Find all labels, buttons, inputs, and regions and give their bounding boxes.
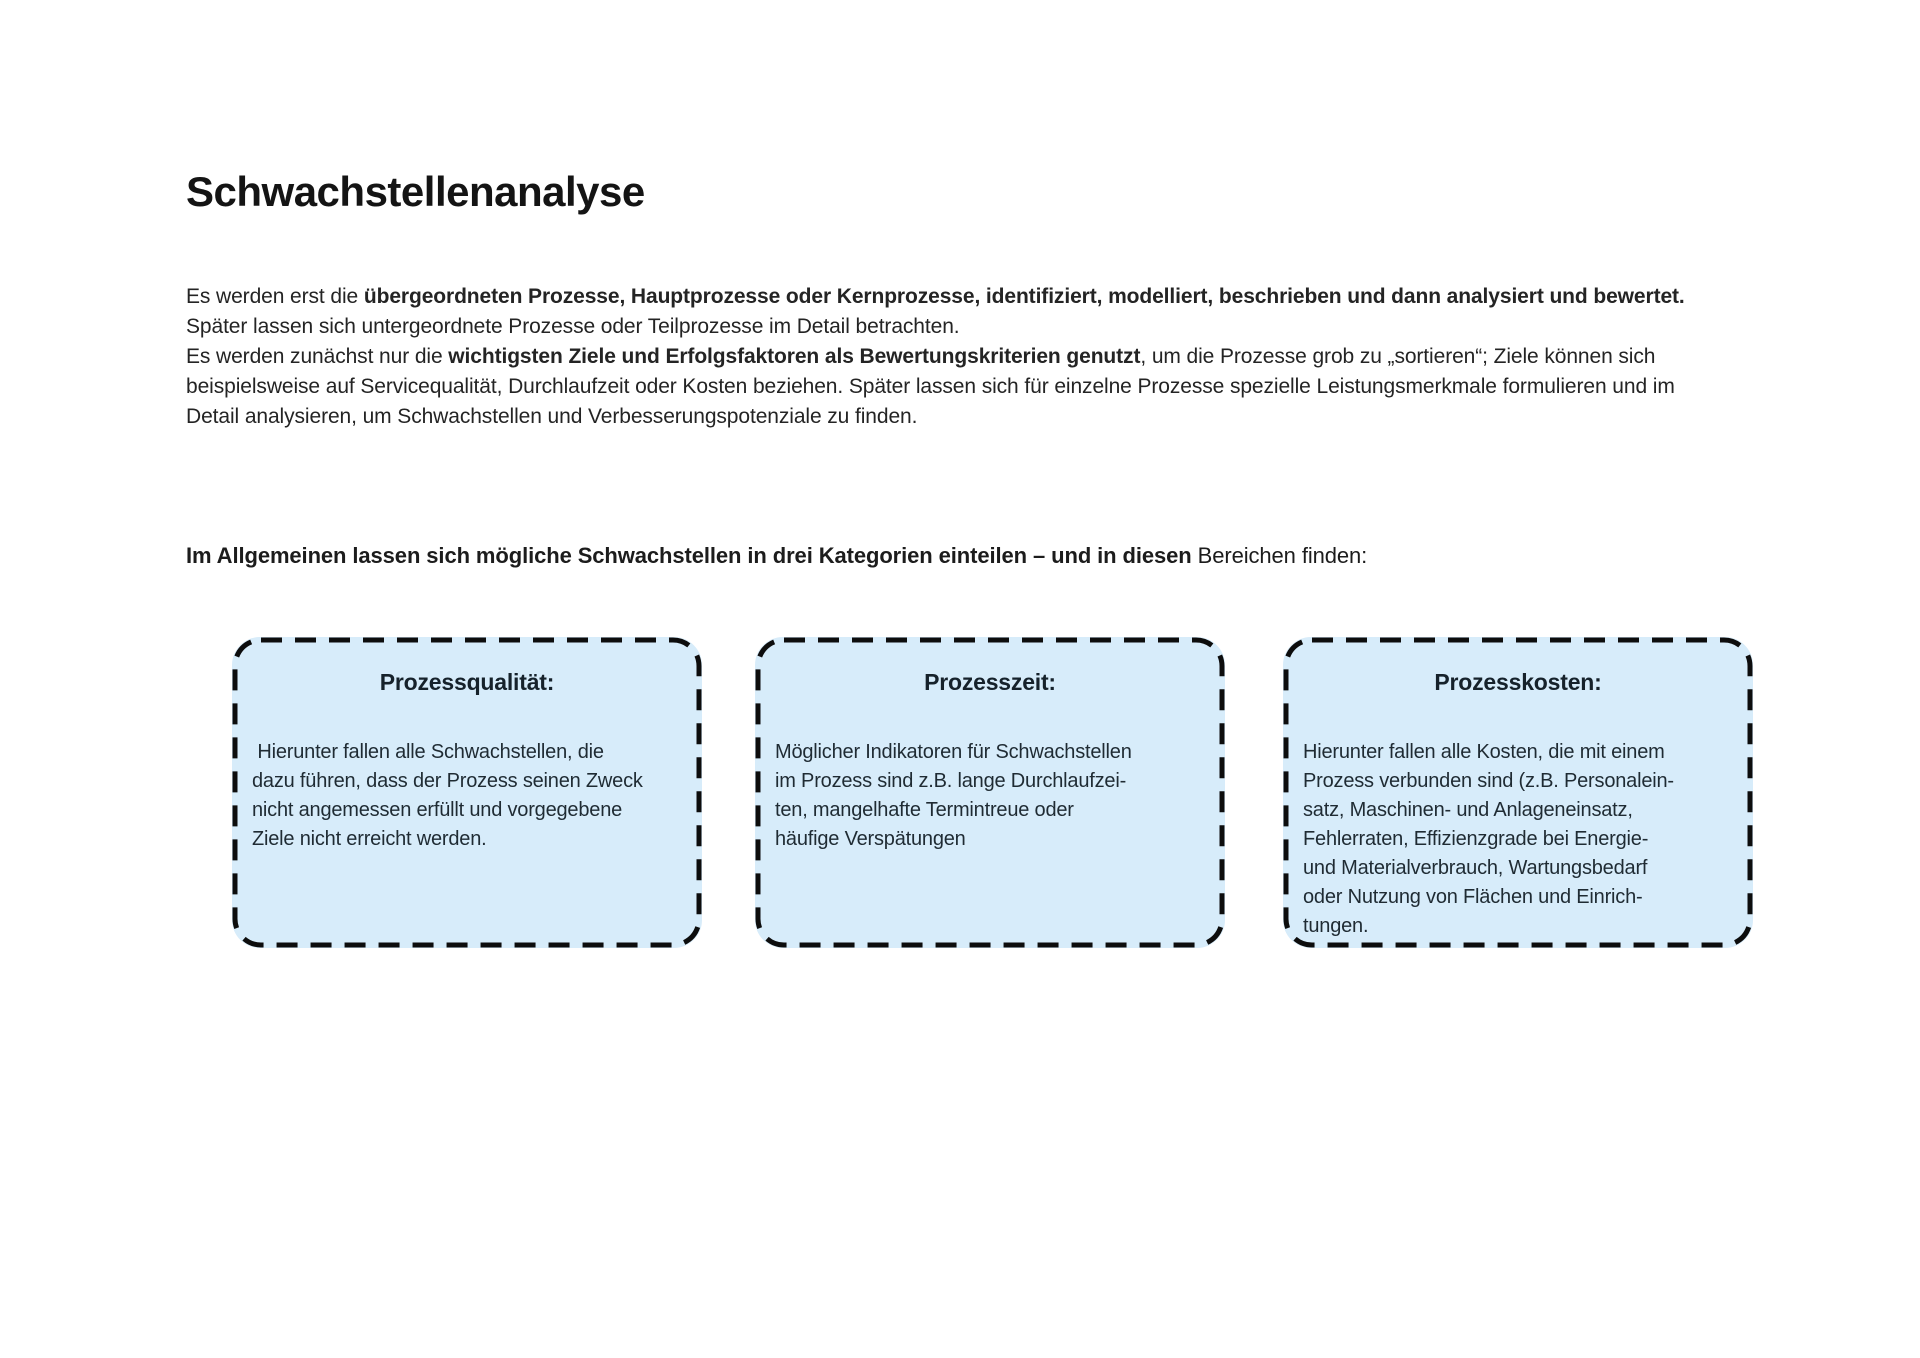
intro-paragraph-1: [186, 282, 1701, 342]
category-box-prozesskosten: [1283, 637, 1753, 948]
box-body-line: satz, Maschinen- und Anlageneinsatz,: [1303, 799, 1633, 821]
box-body-line: Möglicher Indikatoren für Schwachstellen: [775, 741, 1132, 763]
text-run: Bereichen finden:: [1197, 543, 1368, 568]
text-run-bold: wichtigsten Ziele und Erfolgsfaktoren als Bewertungskriterien genutzt: [448, 345, 1141, 368]
box-body-line: dazu führen, dass der Prozess seinen Zweck: [252, 770, 643, 792]
box-body-line: tungen.: [1303, 915, 1369, 937]
category-box-prozessqualitaet: [232, 637, 702, 948]
box-title: Prozesszeit:: [924, 669, 1056, 695]
box-body-line: nicht angemessen erfüllt und vorgegebene: [252, 799, 623, 821]
box-title: Prozesskosten:: [1434, 669, 1602, 695]
box-title: Prozessqualität:: [379, 669, 555, 695]
text-run-bold: Im Allgemeinen lassen sich mögliche Schwachstellen in drei Kategorien einteilen – und in diesen: [186, 543, 1198, 568]
text-run: Es werden erst die: [186, 285, 364, 308]
box-body-line: und Materialverbrauch, Wartungsbedarf: [1303, 857, 1648, 879]
intro-text-block: [186, 282, 1701, 432]
box-body-line: im Prozess sind z.B. lange Durchlaufzei-: [775, 770, 1127, 792]
page-title: Schwachstellenanalyse: [186, 168, 645, 216]
box-body-line: Prozess verbunden sind (z.B. Personalein-: [1303, 770, 1674, 792]
intro-paragraph-2: [186, 342, 1701, 432]
section-heading: [186, 541, 1701, 571]
box-body: [755, 738, 1225, 854]
box-body-line: Hierunter fallen alle Kosten, die mit einem: [1303, 741, 1665, 763]
box-body-line: Fehlerraten, Effizienzgrade bei Energie-: [1303, 828, 1649, 850]
box-body-line: oder Nutzung von Flächen und Einrich-: [1303, 886, 1643, 908]
text-run: Es werden zunächst nur die: [186, 345, 449, 368]
box-body-line: ten, mangelhafte Termintreue oder: [775, 799, 1074, 821]
box-body-line: Ziele nicht erreicht werden.: [252, 828, 487, 850]
text-run-bold: übergeordneten Prozesse, Hauptprozesse oder Kernprozesse, identifiziert, modelliert, beschrieben und dann analysiert und bewertet.: [363, 285, 1685, 308]
text-run: Später lassen sich untergeordnete Prozesse oder Teilprozesse im Detail betrachten.: [186, 315, 960, 338]
box-body-line: Hierunter fallen alle Schwachstellen, die: [252, 741, 604, 763]
category-boxes-row: [0, 637, 1920, 949]
box-body: [1283, 738, 1753, 941]
box-body-line: häufige Verspätungen: [775, 828, 966, 850]
box-body: [232, 738, 702, 854]
text-run: , um die Prozesse grob zu „sortieren“; Ziele können sich beispielsweise auf Servicequalität, Durchlaufzeit oder Kosten beziehen. Später lassen sich für einzelne Prozesse spezielle Leistungsmerkmale formulieren und im Detail analysieren, um Schwachstellen und Verbesserungspotenziale zu finden.: [186, 345, 1675, 428]
category-box-prozesszeit: [755, 637, 1225, 948]
